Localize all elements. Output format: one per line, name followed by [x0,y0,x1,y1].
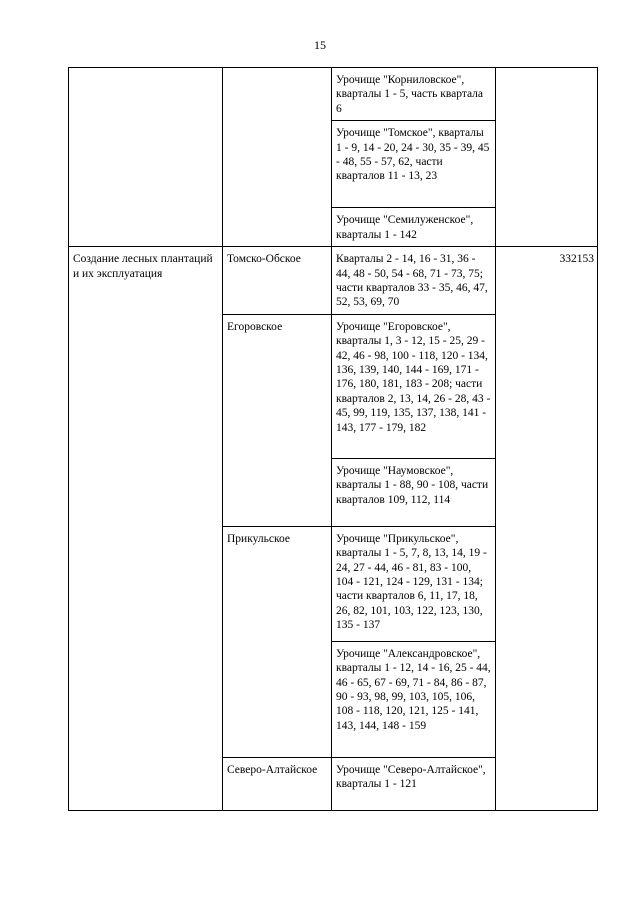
code-cell [496,68,598,247]
table-row [69,247,598,315]
tract-cell: Урочище "Егоровское", кварталы 1, 3 - 12, 15 - 25, 29 - 42, 46 - 98, 100 - 118, 120 - 134, 136, 139, 140, 144 - 169, 171 - 176, 180, 181, 183 - 208; части кварталов 2, 13, 14, 26 - 28, 43 - 45, 99, 119, 135, 137, 138, 141 - 143, 177 - 179, 182 [332,314,496,458]
forestry-cell: Егоровское [223,314,332,526]
tract-cell: Урочище "Корниловское", кварталы 1 - 5, часть квартала 6 [332,68,496,121]
tract-cell: Урочище "Прикульское", кварталы 1 - 5, 7, 8, 13, 14, 19 - 24, 27 - 44, 46 - 81, 83 - 100, 104 - 121, 124 - 129, 131 - 134; части кварталов 6, 11, 17, 18, 26, 82, 101, 103, 122, 123, 130, 135 - 137 [332,526,496,641]
forestry-cell: Северо-Алтайское [223,757,332,810]
tract-cell: Кварталы 2 - 14, 16 - 31, 36 - 44, 48 - 50, 54 - 68, 71 - 73, 75; части кварталов 33 - 35, 46, 47, 52, 53, 69, 70 [332,247,496,315]
tract-cell: Урочище "Томское", кварталы 1 - 9, 14 - 20, 24 - 30, 35 - 39, 45 - 48, 55 - 57, 62, части кварталов 11 - 13, 23 [332,121,496,208]
forestry-cell: Томско-Обское [223,247,332,315]
forestry-cell: Прикульское [223,526,332,757]
tract-cell: Урочище "Северо-Алтайское", кварталы 1 - 121 [332,757,496,810]
tract-cell: Урочище "Наумовское", кварталы 1 - 88, 90 - 108, части кварталов 109, 112, 114 [332,458,496,526]
code-cell: 332153 [496,247,598,811]
tract-cell: Урочище "Семилуженское", кварталы 1 - 142 [332,208,496,247]
forest-tracts-table [68,67,598,811]
page-number: 15 [314,38,326,52]
table-row [69,68,598,121]
forestry-cell [223,68,332,247]
tract-cell: Урочище "Александровское", кварталы 1 - 12, 14 - 16, 25 - 44, 46 - 65, 67 - 69, 71 - 84, 86 - 87, 90 - 93, 98, 99, 103, 105, 106, 108 - 118, 120, 121, 125 - 141, 143, 144, 148 - 159 [332,641,496,757]
purpose-cell: Создание лесных плантаций и их эксплуатация [69,247,223,811]
purpose-cell [69,68,223,247]
